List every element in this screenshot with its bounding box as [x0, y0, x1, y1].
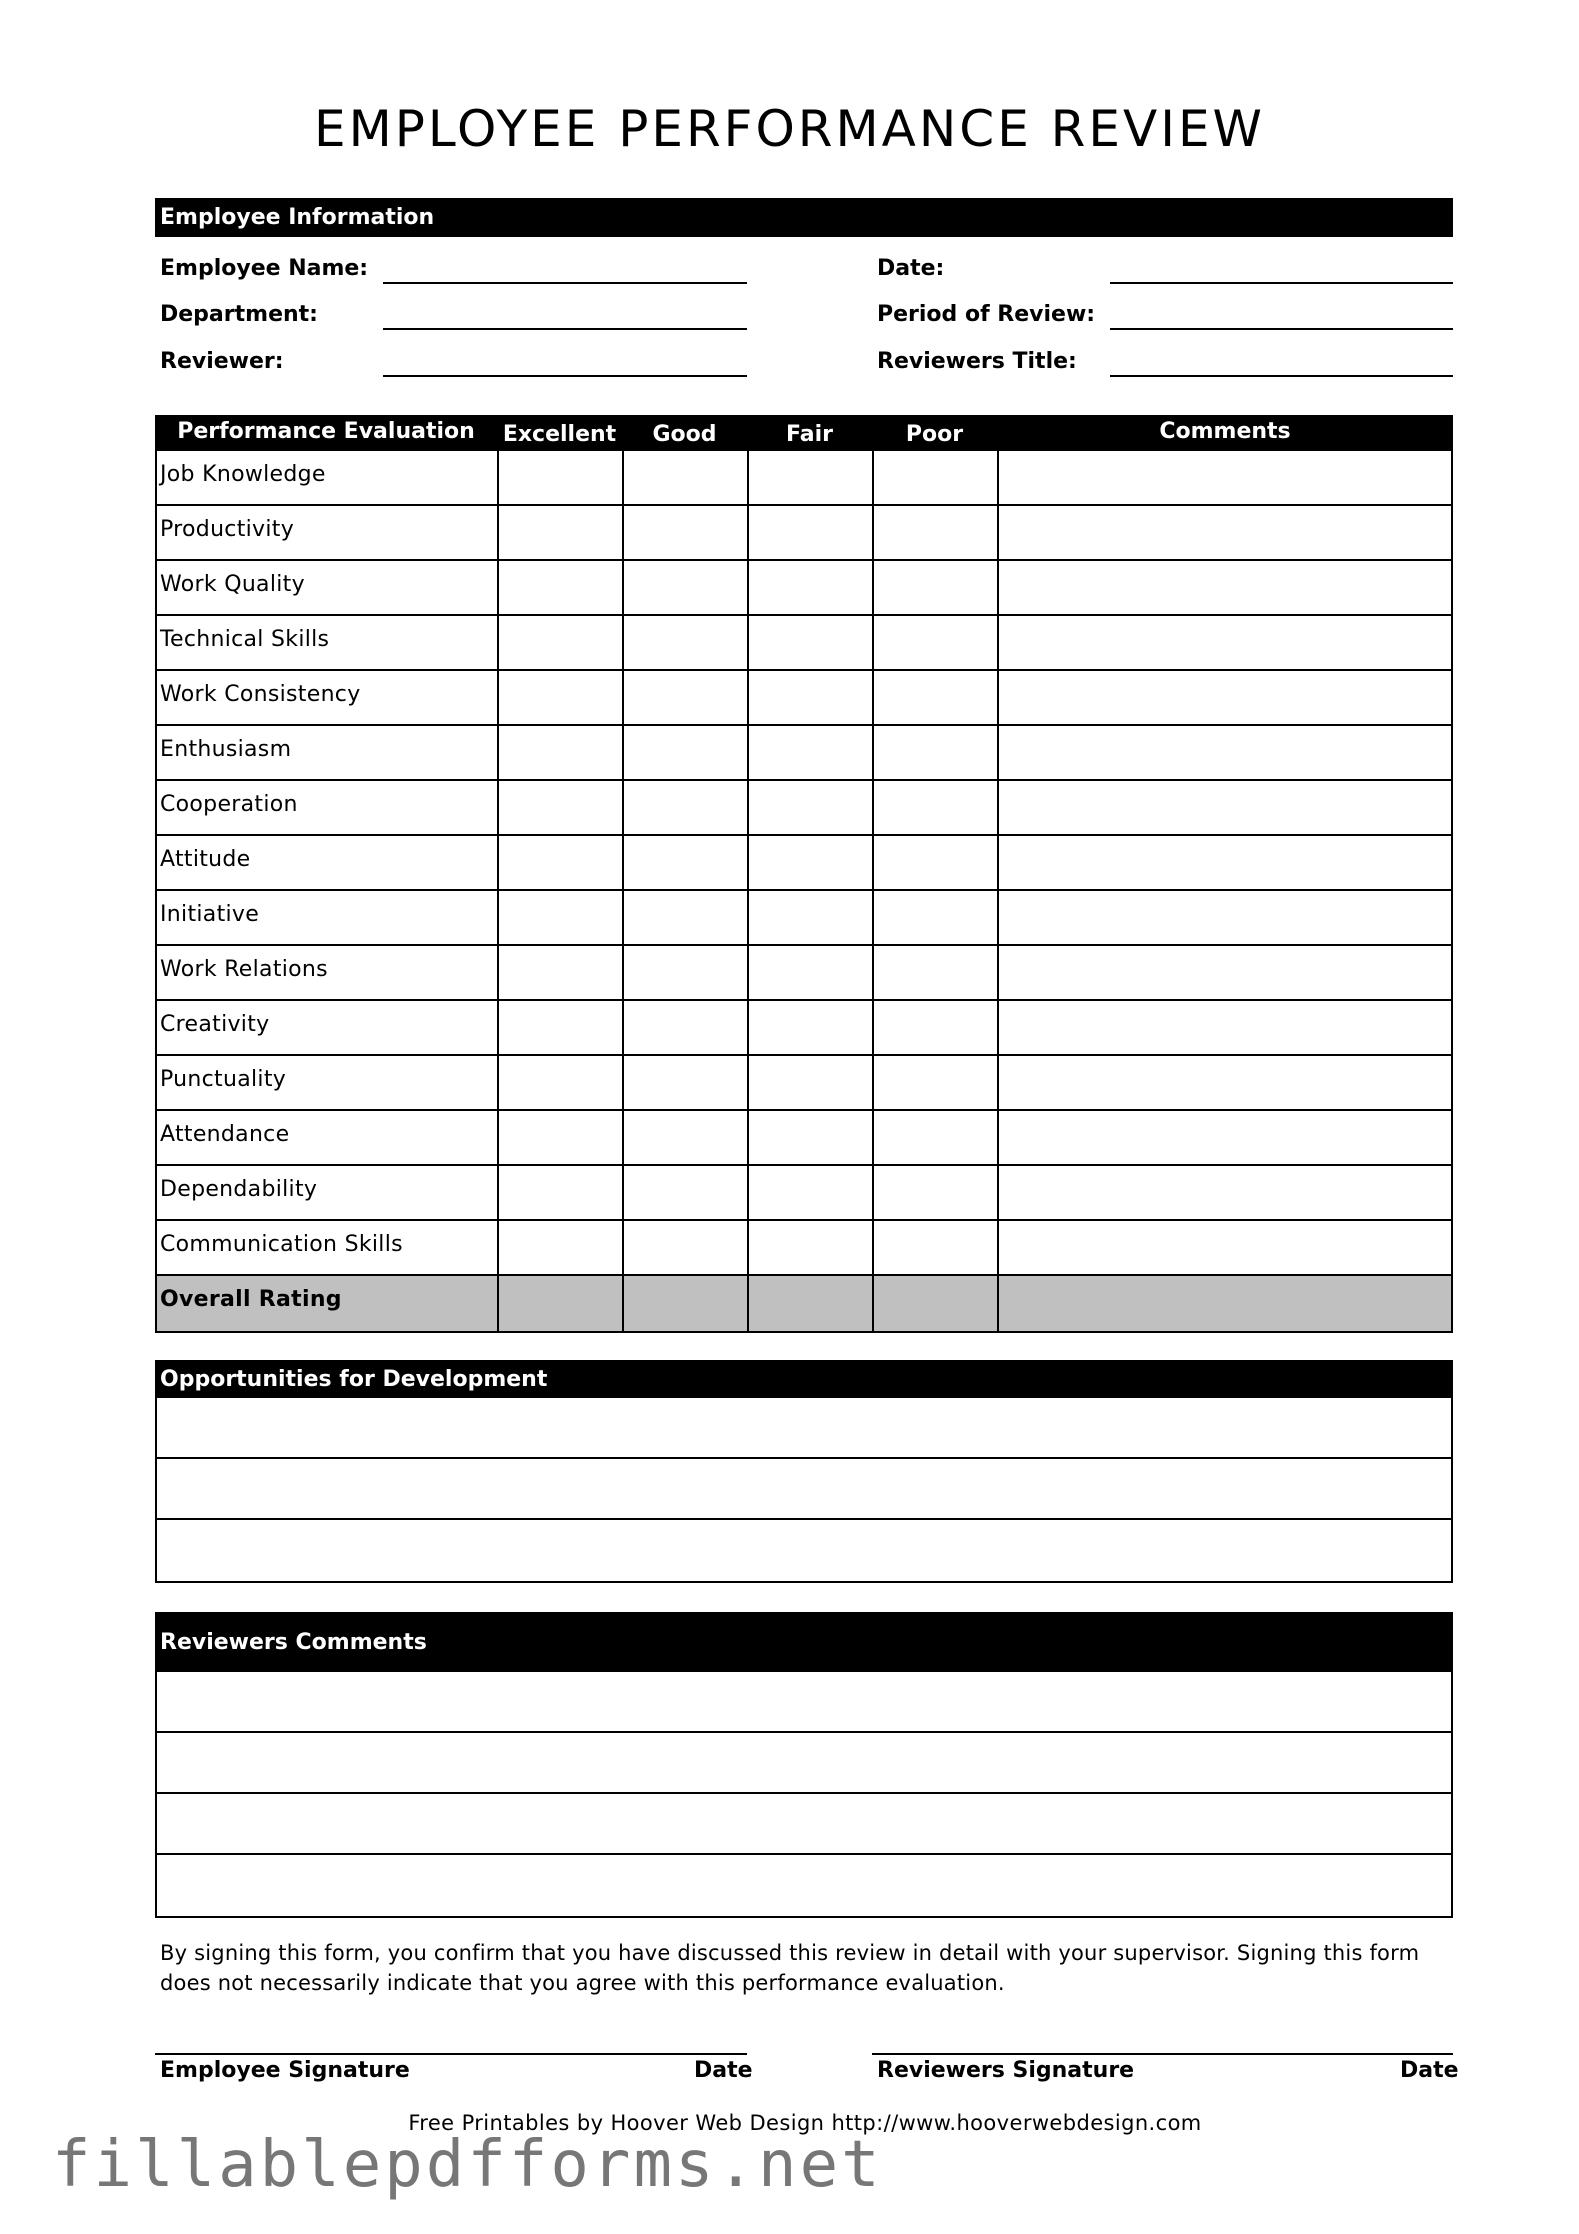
rating-cell-fair[interactable]: [749, 561, 874, 614]
evaluation-criterion: Punctuality: [157, 1056, 499, 1109]
development-box: [155, 1398, 1453, 1583]
employee-name-field[interactable]: [383, 282, 747, 284]
rating-cell-good[interactable]: [624, 836, 749, 889]
rating-cell-excellent[interactable]: [499, 781, 624, 834]
reviewer-field[interactable]: [383, 375, 747, 377]
rating-cell-poor[interactable]: [874, 726, 999, 779]
evaluation-row: [157, 726, 1451, 781]
employee-signature-label: Employee Signature: [160, 2058, 410, 2083]
rating-cell-fair[interactable]: [749, 781, 874, 834]
rating-cell-good[interactable]: [624, 506, 749, 559]
rating-cell-poor[interactable]: [874, 451, 999, 504]
rating-cell-excellent[interactable]: [499, 451, 624, 504]
evaluation-table: [155, 451, 1453, 1333]
evaluation-header: [155, 415, 1453, 451]
evaluation-row: [157, 946, 1451, 1001]
rating-cell-fair[interactable]: [749, 1276, 874, 1331]
evaluation-row: [157, 616, 1451, 671]
department-label: Department:: [160, 302, 318, 327]
comments-cell[interactable]: [999, 1056, 1451, 1109]
evaluation-criterion: Enthusiasm: [157, 726, 499, 779]
rating-cell-excellent[interactable]: [499, 506, 624, 559]
employee-info-header: Employee Information: [155, 198, 1453, 237]
reviewer-comments-box: [155, 1672, 1453, 1918]
evaluation-row: [157, 506, 1451, 561]
rating-cell-poor[interactable]: [874, 891, 999, 944]
evaluation-criterion: Initiative: [157, 891, 499, 944]
rating-cell-fair[interactable]: [749, 671, 874, 724]
rating-cell-fair[interactable]: [749, 726, 874, 779]
evaluation-criterion: Work Consistency: [157, 671, 499, 724]
rating-cell-good[interactable]: [624, 1276, 749, 1331]
reviewer-title-label: Reviewers Title:: [877, 349, 1077, 374]
evaluation-row: [157, 1111, 1451, 1166]
overall-rating-label: Overall Rating: [157, 1276, 499, 1331]
reviewer-title-field[interactable]: [1110, 375, 1453, 377]
rating-cell-fair[interactable]: [749, 1221, 874, 1274]
header-criteria: Performance Evaluation: [177, 419, 475, 444]
rating-cell-poor[interactable]: [874, 781, 999, 834]
comments-cell[interactable]: [999, 561, 1451, 614]
rating-cell-poor[interactable]: [874, 1056, 999, 1109]
rating-cell-poor[interactable]: [874, 561, 999, 614]
rating-cell-good[interactable]: [624, 671, 749, 724]
evaluation-criterion: Creativity: [157, 1001, 499, 1054]
rating-cell-poor[interactable]: [874, 1111, 999, 1164]
rating-cell-excellent[interactable]: [499, 946, 624, 999]
comments-cell[interactable]: [999, 781, 1451, 834]
header-comments: Comments: [1159, 419, 1291, 444]
reviewer-comments-header: Reviewers Comments: [155, 1612, 1453, 1672]
comments-cell[interactable]: [999, 891, 1451, 944]
evaluation-row: [157, 1221, 1451, 1276]
rating-cell-good[interactable]: [624, 451, 749, 504]
evaluation-row: [157, 451, 1451, 506]
rating-cell-good[interactable]: [624, 781, 749, 834]
evaluation-row: [157, 1166, 1451, 1221]
period-of-review-field[interactable]: [1110, 328, 1453, 330]
reviewer-comment-line[interactable]: [157, 1733, 1451, 1794]
rating-cell-excellent[interactable]: [499, 1001, 624, 1054]
rating-cell-fair[interactable]: [749, 616, 874, 669]
development-header: Opportunities for Development: [155, 1360, 1453, 1398]
evaluation-criterion: Cooperation: [157, 781, 499, 834]
evaluation-criterion: Attitude: [157, 836, 499, 889]
rating-cell-fair[interactable]: [749, 1111, 874, 1164]
comments-cell[interactable]: [999, 506, 1451, 559]
comments-cell[interactable]: [999, 836, 1451, 889]
comments-cell[interactable]: [999, 1166, 1451, 1219]
rating-cell-excellent[interactable]: [499, 561, 624, 614]
rating-cell-good[interactable]: [624, 1221, 749, 1274]
footer-credit: Free Printables by Hoover Web Design http://www.hooverwebdesign.com: [408, 2111, 1202, 2135]
evaluation-criterion: Job Knowledge: [157, 451, 499, 504]
overall-rating-row: [157, 1276, 1451, 1331]
rating-cell-excellent[interactable]: [499, 836, 624, 889]
rating-cell-fair[interactable]: [749, 1056, 874, 1109]
rating-cell-excellent[interactable]: [499, 891, 624, 944]
reviewer-signature-line[interactable]: [872, 2053, 1453, 2055]
rating-cell-excellent[interactable]: [499, 1276, 624, 1331]
rating-cell-fair[interactable]: [749, 891, 874, 944]
rating-cell-excellent[interactable]: [499, 671, 624, 724]
comments-cell[interactable]: [999, 1111, 1451, 1164]
evaluation-criterion: Communication Skills: [157, 1221, 499, 1274]
evaluation-criterion: Work Quality: [157, 561, 499, 614]
rating-cell-excellent[interactable]: [499, 1056, 624, 1109]
rating-cell-fair[interactable]: [749, 451, 874, 504]
comments-cell[interactable]: [999, 1221, 1451, 1274]
evaluation-criterion: Work Relations: [157, 946, 499, 999]
rating-cell-excellent[interactable]: [499, 616, 624, 669]
development-line[interactable]: [157, 1520, 1451, 1581]
rating-cell-fair[interactable]: [749, 1166, 874, 1219]
rating-cell-fair[interactable]: [749, 1001, 874, 1054]
reviewer-comment-line[interactable]: [157, 1672, 1451, 1733]
rating-cell-poor[interactable]: [874, 506, 999, 559]
rating-cell-good[interactable]: [624, 946, 749, 999]
employee-name-label: Employee Name:: [160, 256, 369, 281]
rating-cell-poor[interactable]: [874, 1221, 999, 1274]
page-title: EMPLOYEE PERFORMANCE REVIEW: [314, 100, 1265, 158]
header-excellent: Excellent: [502, 422, 617, 447]
rating-cell-excellent[interactable]: [499, 1166, 624, 1219]
rating-cell-poor[interactable]: [874, 616, 999, 669]
evaluation-row: [157, 891, 1451, 946]
header-fair: Fair: [786, 422, 833, 447]
watermark: fillablepdfforms.net: [52, 2128, 883, 2202]
comments-cell[interactable]: [999, 451, 1451, 504]
comments-cell[interactable]: [999, 1001, 1451, 1054]
evaluation-row: [157, 836, 1451, 891]
header-good: Good: [652, 422, 717, 447]
evaluation-row: [157, 1056, 1451, 1111]
rating-cell-excellent[interactable]: [499, 726, 624, 779]
evaluation-criterion: Productivity: [157, 506, 499, 559]
rating-cell-good[interactable]: [624, 1001, 749, 1054]
evaluation-row: [157, 671, 1451, 726]
rating-cell-poor[interactable]: [874, 1166, 999, 1219]
date-label: Date:: [877, 256, 945, 281]
evaluation-criterion: Attendance: [157, 1111, 499, 1164]
rating-cell-good[interactable]: [624, 1111, 749, 1164]
rating-cell-good[interactable]: [624, 561, 749, 614]
rating-cell-fair[interactable]: [749, 836, 874, 889]
reviewer-comment-line[interactable]: [157, 1794, 1451, 1855]
header-poor: Poor: [905, 422, 964, 447]
evaluation-criterion: Technical Skills: [157, 616, 499, 669]
employee-signature-line[interactable]: [155, 2053, 747, 2055]
signature-statement: By signing this form, you confirm that you have discussed this review in detail with your supervisor. Signing this form does not necessarily indicate that you agree with this performance evaluation.: [160, 1941, 1420, 1995]
department-field[interactable]: [383, 328, 747, 330]
reviewer-comment-line[interactable]: [157, 1855, 1451, 1916]
rating-cell-poor[interactable]: [874, 836, 999, 889]
rating-cell-fair[interactable]: [749, 506, 874, 559]
rating-cell-good[interactable]: [624, 1056, 749, 1109]
rating-cell-poor[interactable]: [874, 1276, 999, 1331]
evaluation-row: [157, 1001, 1451, 1056]
rating-cell-good[interactable]: [624, 726, 749, 779]
date-field[interactable]: [1110, 282, 1453, 284]
rating-cell-fair[interactable]: [749, 946, 874, 999]
rating-cell-excellent[interactable]: [499, 1221, 624, 1274]
reviewer-date-label: Date: [1400, 2058, 1459, 2083]
comments-cell[interactable]: [999, 946, 1451, 999]
development-line[interactable]: [157, 1459, 1451, 1520]
rating-cell-poor[interactable]: [874, 1001, 999, 1054]
rating-cell-good[interactable]: [624, 891, 749, 944]
period-of-review-label: Period of Review:: [877, 302, 1096, 327]
employee-date-label: Date: [694, 2058, 753, 2083]
rating-cell-poor[interactable]: [874, 671, 999, 724]
comments-cell[interactable]: [999, 671, 1451, 724]
rating-cell-poor[interactable]: [874, 946, 999, 999]
comments-cell[interactable]: [999, 616, 1451, 669]
evaluation-row: [157, 781, 1451, 836]
rating-cell-excellent[interactable]: [499, 1111, 624, 1164]
comments-cell[interactable]: [999, 1276, 1451, 1331]
rating-cell-good[interactable]: [624, 616, 749, 669]
development-line[interactable]: [157, 1398, 1451, 1459]
comments-cell[interactable]: [999, 726, 1451, 779]
reviewer-label: Reviewer:: [160, 349, 284, 374]
evaluation-row: [157, 561, 1451, 616]
reviewer-signature-label: Reviewers Signature: [877, 2058, 1135, 2083]
rating-cell-good[interactable]: [624, 1166, 749, 1219]
evaluation-criterion: Dependability: [157, 1166, 499, 1219]
